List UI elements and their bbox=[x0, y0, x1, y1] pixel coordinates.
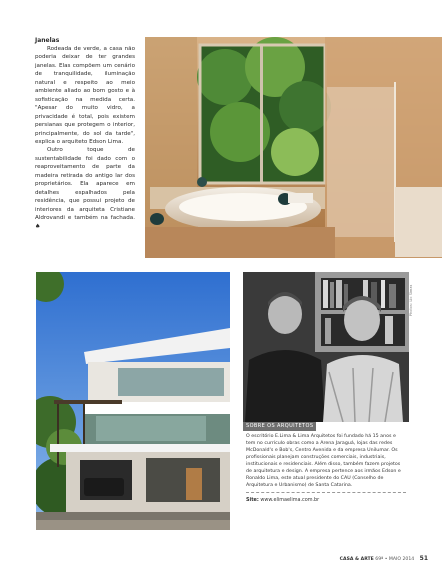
site-line bbox=[246, 497, 406, 504]
about-text: O escritório E.Lima & Lima Arquitetos foi fundado há 15 anos e tem no currículo obras como a Arena Jaraguá, lojas das redes McDonald's e Bob's, Centro Avenida e da empresa Unilumar. Os profissionais planejam construções comerciais, industriais, institucionais e residenciais. Além disso, também fazem projetos de arquitetura e design. A empresa pertence aos irmãos Edson e Ronaldo Lima, este atual presidente do CAU (Conselho de Arquitetura e Urbanismo) de Santa Catarina. bbox=[246, 434, 401, 489]
architects-portrait-illustration bbox=[243, 272, 409, 422]
house-illustration bbox=[36, 272, 230, 530]
about-architects-box bbox=[246, 423, 406, 504]
photo-credit: Photos: Lio Simas bbox=[409, 284, 413, 316]
page-number: 51 bbox=[419, 555, 428, 562]
site-link[interactable]: www.elimaelima.com.br bbox=[260, 497, 320, 504]
house-exterior-photo bbox=[36, 272, 230, 530]
article-paragraph-2 bbox=[35, 146, 135, 231]
article-heading: Janelas bbox=[35, 37, 60, 44]
article-column bbox=[35, 37, 135, 231]
article-paragraph-2-text: Outro toque de sustentabilidade foi dado com o reaproveitamento de parte da madeira retirada do antigo lar dos proprietários. Ela aparece em detalhes espalhados pela residência, que possui projeto de interiores da arquiteta Cristiane Aldrovandi e também na fachada. bbox=[35, 147, 135, 222]
magazine-name: CASA & ARTE bbox=[339, 557, 374, 562]
architects-portrait-photo bbox=[243, 272, 409, 422]
edition-info: 69ª • MAIO 2014 bbox=[375, 557, 415, 562]
bathroom-illustration bbox=[145, 37, 442, 258]
about-title: SOBRE OS ARQUITETOS bbox=[243, 422, 316, 431]
end-mark-icon: ♠ bbox=[35, 222, 41, 230]
page-footer bbox=[340, 555, 428, 562]
divider bbox=[246, 492, 406, 493]
site-label: Site: bbox=[246, 497, 259, 504]
article-paragraph-1: Rodeada de verde, a casa não poderia deixar de ter grandes janelas. Elas compõem um cenário de tranquilidade, iluminação natural e respeito ao meio ambiente aliado ao bom gosto e à sofisticação na medida certa. "Apesar do muito vidro, a privacidade é total, pois existem persianas que protegem o interior, principalmente, do sol da tarde", explica o arquiteto Edson Lima. bbox=[35, 46, 135, 145]
bathroom-photo bbox=[145, 37, 442, 258]
